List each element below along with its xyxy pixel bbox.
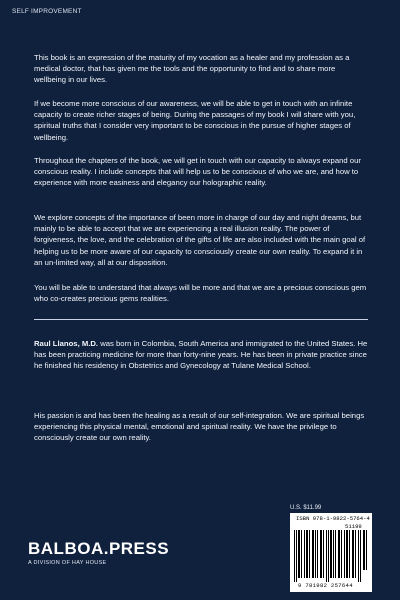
price-label: U.S. $11.99	[290, 505, 322, 511]
description-paragraph-2: If we become more conscious of our awareness, we will be able to get in touch with an infinite capacity to create richer stages of being. During the passages of my book I will share with you, spiritual truths that I consider very important to be conscious in the pursue of higher stages of wellbeing.	[34, 99, 356, 142]
barcode-digits: 9 781982 257644	[298, 582, 353, 589]
author-name: Raul Llanos, M.D.	[34, 339, 99, 348]
description-paragraph-1: This book is an expression of the maturity of my vocation as a healer and my profession as a medical doctor, that has given me the tools and the opportunity to find and to share more wellbeing in our lives.	[34, 53, 350, 85]
author-bio-text: was born in Colombia, South America and immigrated to the United States. He has been practicing medicine for more than forty-nine years. He has been in private practice since he finished his residency in Obstetrics and Gynecology at Tulane Medical School.	[34, 339, 368, 371]
isbn-number: ISBN 978-1-9822-5764-4	[296, 515, 370, 522]
barcode-addon: 51199	[345, 523, 362, 530]
description-paragraph-5: You will be able to understand that always will be more and that we are a precious conscious gem who co-creates precious gems realities.	[34, 283, 367, 304]
barcode-bars-icon	[294, 530, 368, 582]
isbn-barcode	[290, 513, 372, 592]
author-passion: His passion is and has been the healing as a result of our self-integration. We are spiritual beings experiencing this physical mental, emotional and spiritual reality. We have the privilege to consciously create our own reality.	[34, 411, 365, 443]
author-bio	[34, 338, 368, 372]
publisher-logo	[28, 539, 169, 566]
category-label: SELF IMPROVEMENT	[12, 8, 82, 15]
publisher-name: BALBOA.PRESS	[28, 539, 170, 558]
description-paragraph-4: We explore concepts of the importance of been more in charge of our day and night dreams, but mainly to be able to accept that we are experiencing a real illusion reality. The power of forgiveness, the love, and the celebration of the gifts of life are also included with the main goal of helping us to be more aware of our capacity to consciously create our own reality. To expand it in an un-limited way, all at our disposition.	[34, 213, 366, 267]
description-paragraph-3: Throughout the chapters of the book, we will get in touch with our capacity to always expand our conscious reality. I include concepts that will help us to be conscious of who we are, and how to experience with more easiness and elegancy our holographic reality.	[34, 156, 361, 188]
publisher-tagline: A DIVISION OF HAY HOUSE	[28, 560, 107, 566]
section-divider	[34, 319, 368, 320]
